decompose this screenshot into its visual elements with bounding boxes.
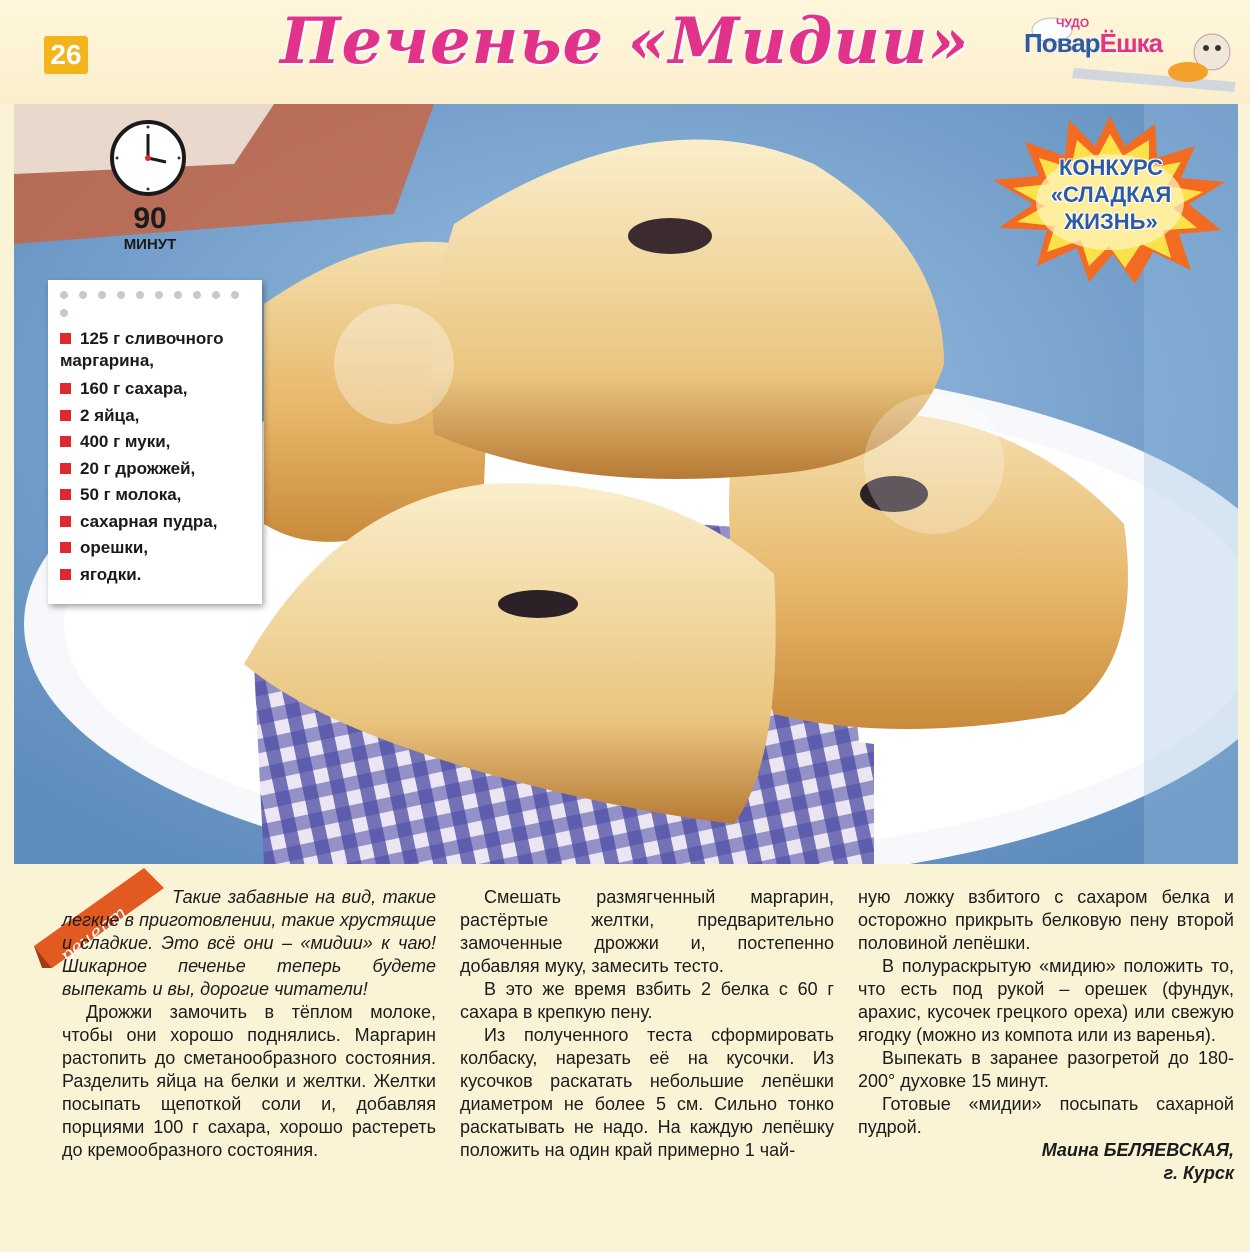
bullet-icon	[60, 569, 71, 580]
paragraph: Из полученного теста сформировать колбаску, нарезать её на кусочки. Из кусочков раскатать небольшие лепёшки диаметром не более 5 см. Сильно тонко раскатывать не надо. На каждую лепёшку положить на один край примерно 1 чай-	[460, 1025, 834, 1160]
bullet-icon	[60, 436, 71, 447]
text-column-2	[460, 886, 834, 1162]
bullet-icon	[60, 489, 71, 500]
bullet-icon	[60, 542, 71, 553]
bullet-icon	[60, 333, 71, 344]
bullet-icon	[60, 383, 71, 394]
intro-paragraph: Такие забавные на вид, такие легкие в приготовлении, такие хрустящие и сладкие. Это всё они – «мидии» к чаю! Шикарное печенье теперь будете выпекать и вы, дорогие читатели!	[62, 887, 436, 999]
bullet-icon	[60, 463, 71, 474]
ingredient-item: 160 г сахара,	[60, 376, 262, 403]
logo-small-text: ЧУДО	[1056, 16, 1090, 30]
cooking-time: 90	[133, 202, 167, 235]
ingredient-item: 2 яйца,	[60, 403, 262, 430]
paragraph: ную ложку взбитого с сахаром белка и осторожно прикрыть белковую пену второй половиной лепёшки.	[858, 887, 1234, 953]
logo-brand-part2: Ёшка	[1099, 28, 1163, 58]
ingredient-item: 400 г муки,	[60, 429, 262, 456]
ingredient-item: 50 г молока,	[60, 482, 262, 509]
paragraph: В это же время взбить 2 белка с 60 г сахара в крепкую пену.	[460, 979, 834, 1022]
bullet-icon	[60, 516, 71, 527]
cooking-time-unit: МИНУТ	[123, 236, 177, 253]
ingredients-list	[60, 328, 262, 588]
page-number: 26	[44, 36, 88, 74]
ingredient-item: сахарная пудра,	[60, 509, 262, 536]
ingredient-item: орешки,	[60, 535, 262, 562]
bullet-icon	[60, 410, 71, 421]
page-title: Печенье «Мидии»	[280, 4, 970, 79]
paragraph: В полураскрытую «мидию» положить то, что есть под рукой – орешек (фундук, арахис, кусочек грецкого ореха) или свежую ягодку (можно из компота или из варенья).	[858, 956, 1234, 1045]
paragraph: Выпекать в заранее разогретой до 180-200° духовке 15 минут.	[858, 1048, 1234, 1091]
author-city: г. Курск	[1163, 1163, 1234, 1183]
paragraph: Смешать размягченный маргарин, растёртые желтки, предварительно замоченные дрожжи и, постепенно добавляя муку, замесить тесто.	[460, 887, 834, 976]
text-column-3	[858, 886, 1234, 1185]
recipe-ribbon-label: рецепт	[56, 901, 132, 968]
ingredient-item: 20 г дрожжей,	[60, 456, 262, 483]
ingredient-item: ягодки.	[60, 562, 262, 589]
paragraph: Готовые «мидии» посыпать сахарной пудрой.	[858, 1094, 1234, 1137]
ingredients-card	[48, 280, 262, 604]
ingredient-item: 125 г сливочного маргарина,	[60, 329, 224, 370]
author-name: Маина БЕЛЯЕВСКАЯ,	[1041, 1140, 1234, 1160]
contest-badge-text: КОНКУРС «СЛАДКАЯ ЖИЗНЬ»	[1050, 155, 1172, 234]
paragraph: Дрожжи замочить в тёплом молоке, чтобы они хорошо поднялись. Маргарин растопить до сметанообразного состояния. Разделить яйца на белки и желтки. Желтки посыпать щепоткой соли и, добавляя порциями 100 г сахара, хорошо растереть до кремообразного состояния.	[62, 1002, 436, 1160]
logo-brand	[1024, 28, 1162, 59]
text-column-1	[62, 886, 436, 1162]
notepad-rings	[54, 286, 258, 298]
clock-icon	[108, 118, 188, 203]
logo-brand-part1: Повар	[1024, 28, 1100, 58]
